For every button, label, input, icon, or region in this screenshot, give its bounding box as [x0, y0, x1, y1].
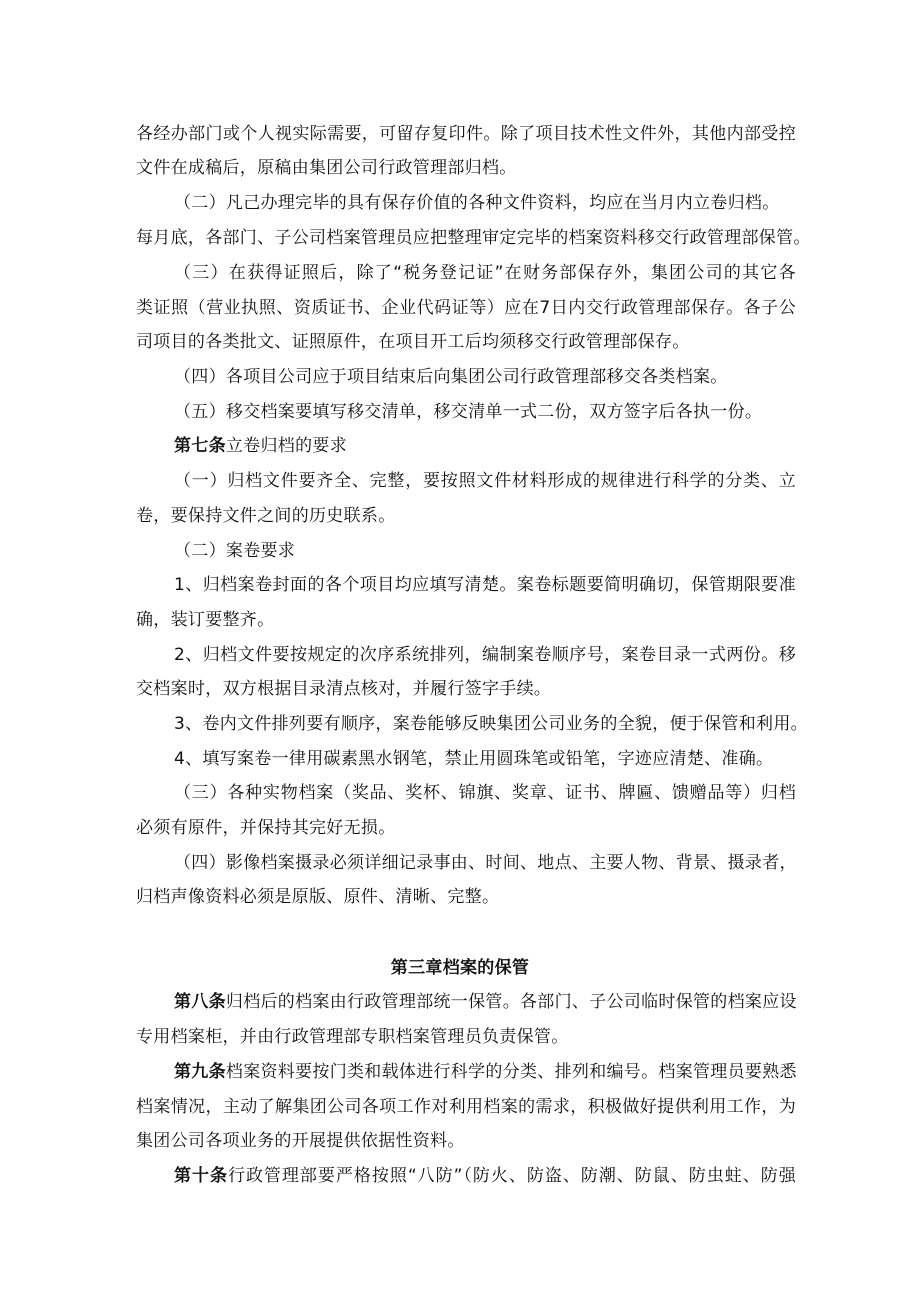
paragraph-line: （一）归档文件要齐全、完整，要按照文件材料形成的规律进行科学的分类、立 [174, 471, 796, 491]
paragraph-line: （五）移交档案要填写移交清单，移交清单一式二份，双方签字后各执一份。 [174, 402, 763, 422]
list-item-line: 4、填写案卷一律用碳素黑水钢笔，禁止用圆珠笔或铅笔，字迹应清楚、准确。 [174, 749, 774, 769]
article-8-line [174, 990, 796, 1014]
article-text: 归档后的档案由行政管理部统一保管。各部门、子公司临时保管的档案应设 [225, 992, 797, 1012]
paragraph-line: 各经办部门或个人视实际需要，可留存复印件。除了项目技术性文件外，其他内部受控 [136, 124, 796, 144]
paragraph-line: 司项目的各类批文、证照原件，在项目开工后均须移交行政管理部保存。 [136, 332, 690, 352]
chapter-title: 第三章档案的保管 [390, 958, 530, 978]
article-10-line [174, 1164, 796, 1188]
article-label: 第九条 [174, 1062, 226, 1082]
article-label: 第十条 [174, 1166, 228, 1186]
list-item-line: 交档案时，双方根据目录清点核对，并履行签字手续。 [136, 679, 552, 699]
paragraph-line: 归档声像资料必须是原版、原件、清晰、完整。 [136, 887, 500, 907]
article-label: 第七条 [174, 436, 226, 456]
paragraph-line: （二）案卷要求 [174, 541, 296, 561]
paragraph-line: （四）各项目公司应于项目结束后向集团公司行政管理部移交各类档案。 [174, 367, 728, 387]
paragraph-line: （三）在获得证照后，除了“税务登记证”在财务部保存外，集团公司的其它各 [174, 263, 796, 283]
paragraph-line: 卷，要保持文件之间的历史联系。 [136, 506, 396, 526]
list-item-line: 2、归档文件要按规定的次序系统排列，编制案卷顺序号，案卷目录一式两份。移 [174, 645, 796, 665]
paragraph-line: 必须有原件，并保持其完好无损。 [136, 818, 396, 838]
paragraph-line: （二）凡己办理完毕的具有保存价值的各种文件资料，均应在当月内立卷归档。 [174, 193, 780, 213]
article-text: 行政管理部要严格按照“八防”（防火、防盗、防潮、防鼠、防虫蛀、防强 [227, 1166, 796, 1186]
paragraph-line: 集团公司各项业务的开展提供依据性资料。 [136, 1131, 465, 1151]
paragraph-line: （三）各种实物档案（奖品、奖杯、锦旗、奖章、证书、牌匾、馈赠品等）归档 [174, 783, 796, 803]
article-text: 档案资料要按门类和载体进行科学的分类、排列和编号。档案管理员要熟悉 [225, 1062, 797, 1082]
list-item-line: 3、卷内文件排列要有顺序，案卷能够反映集团公司业务的全貌，便于保管和利用。 [174, 714, 808, 734]
article-9-line [174, 1060, 796, 1084]
paragraph-line: （四）影像档案摄录必须详细记录事由、时间、地点、主要人物、背景、摄录者， [174, 853, 797, 873]
list-item-line: 1、归档案卷封面的各个项目均应填写清楚。案卷标题要简明确切，保管期限要准 [174, 575, 796, 595]
paragraph-line: 文件在成稿后，原稿由集团公司行政管理部归档。 [136, 158, 517, 178]
list-item-line: 确，装订要整齐。 [136, 610, 275, 630]
article-7-heading [174, 434, 796, 458]
paragraph-line: 每月底，各部门、子公司档案管理员应把整理审定完毕的档案资料移交行政管理部保管。 [136, 228, 811, 248]
article-label: 第八条 [174, 992, 226, 1012]
paragraph-line: 档案情况，主动了解集团公司各项工作对利用档案的需求，积极做好提供利用工作，为 [136, 1097, 796, 1117]
paragraph-line: 专用档案柜，并由行政管理部专职档案管理员负责保管。 [136, 1027, 569, 1047]
article-text: 立卷归档的要求 [225, 436, 348, 456]
paragraph-line: 类证照（营业执照、资质证书、企业代码证等）应在7日内交行政管理部保存。各子公 [136, 298, 796, 318]
